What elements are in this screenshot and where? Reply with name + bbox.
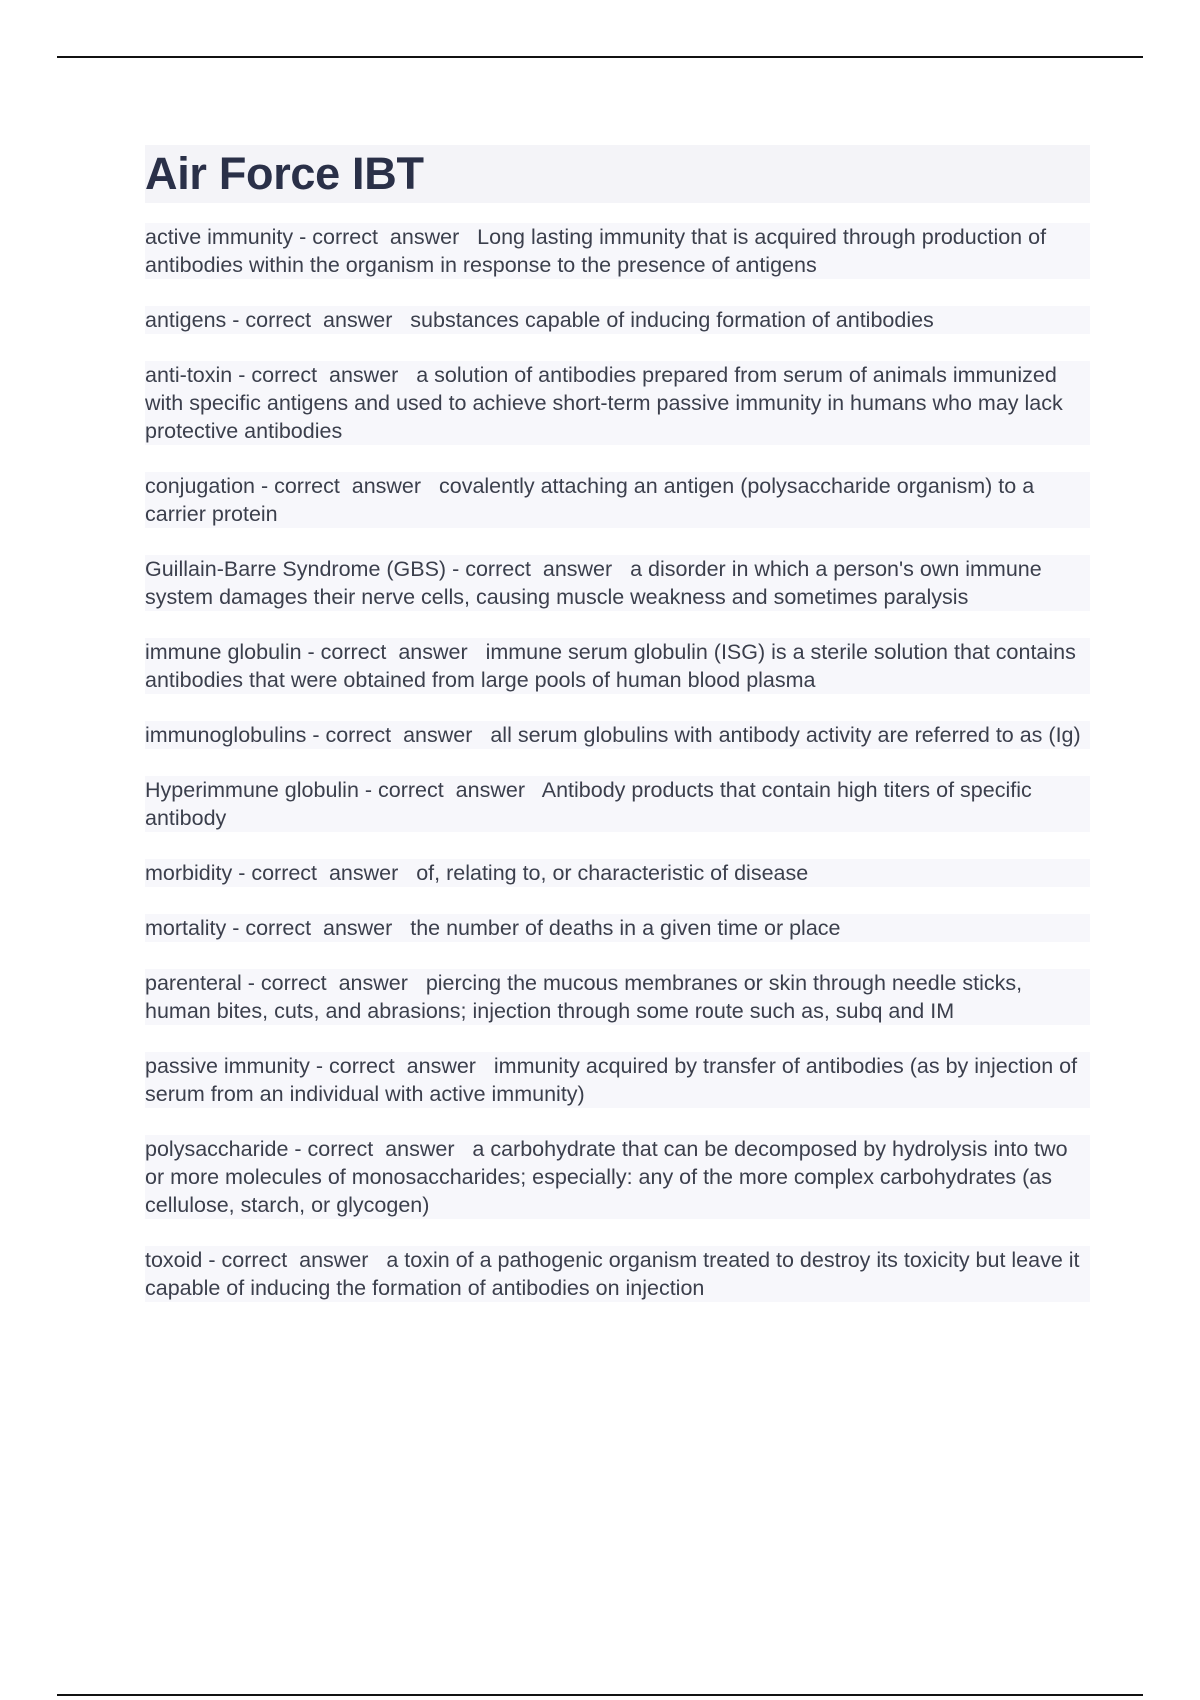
entry-separator: - correct answer — [254, 474, 439, 498]
entry-list — [145, 223, 1090, 1302]
entry-separator: - correct answer — [241, 971, 426, 995]
entry-separator: - correct answer — [301, 640, 486, 664]
entry-term: Hyperimmune globulin — [145, 778, 359, 802]
flashcard-entry — [145, 859, 1090, 887]
flashcard-entry — [145, 776, 1090, 832]
entry-term: morbidity — [145, 861, 233, 885]
flashcard-entry — [145, 721, 1090, 749]
entry-term: Guillain-Barre Syndrome (GBS) — [145, 557, 447, 581]
entry-definition: piercing the mucous membranes or skin through needle sticks, human bites, cuts, and abrasions; injection through some route such as, subq and IM — [145, 971, 1023, 1023]
entry-separator: - correct answer — [306, 723, 491, 747]
flashcard-entry — [145, 223, 1090, 279]
entry-separator: - correct answer — [226, 916, 411, 940]
flashcard-entry — [145, 1052, 1090, 1108]
entry-separator: - correct answer — [293, 225, 478, 249]
title-band — [145, 145, 1090, 203]
entry-term: mortality — [145, 916, 227, 940]
entry-term: antigens — [145, 308, 227, 332]
entry-definition: covalently attaching an antigen (polysaccharide organism) to a carrier protein — [145, 474, 1035, 526]
entry-separator: - correct answer — [309, 1054, 494, 1078]
top-rule — [57, 56, 1143, 58]
flashcard-entry — [145, 914, 1090, 942]
entry-separator: - correct answer — [446, 557, 631, 581]
entry-term: toxoid — [145, 1248, 203, 1272]
entry-term: active immunity — [145, 225, 294, 249]
entry-separator: - correct answer — [358, 778, 542, 802]
entry-separator: - correct answer — [226, 308, 411, 332]
entry-term: parenteral — [145, 971, 242, 995]
flashcard-entry — [145, 1135, 1090, 1219]
entry-definition: substances capable of inducing formation of antibodies — [410, 308, 934, 332]
entry-definition: Long lasting immunity that is acquired through production of antibodies within the organism in response to the presence of antigens — [145, 225, 1047, 277]
flashcard-entry — [145, 638, 1090, 694]
entry-definition: immune serum globulin (ISG) is a sterile solution that contains antibodies that were obtained from large pools of human blood plasma — [145, 640, 1076, 692]
entry-separator: - correct answer — [288, 1137, 473, 1161]
entry-separator: - correct answer — [232, 363, 417, 387]
flashcard-entry — [145, 361, 1090, 445]
bottom-rule — [57, 1694, 1143, 1696]
entry-term: anti-toxin — [145, 363, 233, 387]
flashcard-entry — [145, 1246, 1090, 1302]
flashcard-entry — [145, 306, 1090, 334]
entry-term: conjugation — [145, 474, 255, 498]
page-title: Air Force IBT — [145, 148, 424, 199]
entry-definition: all serum globulins with antibody activity are referred to as (Ig) — [490, 723, 1081, 747]
document-body — [145, 145, 1090, 1329]
entry-term: polysaccharide — [145, 1137, 289, 1161]
entry-definition: Antibody products that contain high titers of specific antibody — [145, 778, 1032, 830]
entry-term: immune globulin — [145, 640, 302, 664]
flashcard-entry — [145, 969, 1090, 1025]
flashcard-entry — [145, 472, 1090, 528]
entry-definition: a toxin of a pathogenic organism treated to destroy its toxicity but leave it capable of inducing the formation of antibodies on injection — [145, 1248, 1080, 1300]
entry-definition: a carbohydrate that can be decomposed by hydrolysis into two or more molecules of monosaccharides; especially: any of the more complex carbohydrates (as cellulose, starch, or glycogen) — [145, 1137, 1068, 1217]
entry-definition: a solution of antibodies prepared from serum of animals immunized with specific antigens and used to achieve short-term passive immunity in humans who may lack protective antibodies — [145, 363, 1063, 443]
entry-separator: - correct answer — [232, 861, 417, 885]
entry-definition: a disorder in which a person's own immune system damages their nerve cells, causing muscle weakness and sometimes paralysis — [145, 557, 1042, 609]
entry-separator: - correct answer — [202, 1248, 387, 1272]
entry-term: immunoglobulins — [145, 723, 307, 747]
entry-term: passive immunity — [145, 1054, 310, 1078]
flashcard-entry — [145, 555, 1090, 611]
entry-definition: of, relating to, or characteristic of disease — [416, 861, 809, 885]
entry-definition: immunity acquired by transfer of antibodies (as by injection of serum from an individual with active immunity) — [145, 1054, 1078, 1106]
entry-definition: the number of deaths in a given time or place — [410, 916, 841, 940]
